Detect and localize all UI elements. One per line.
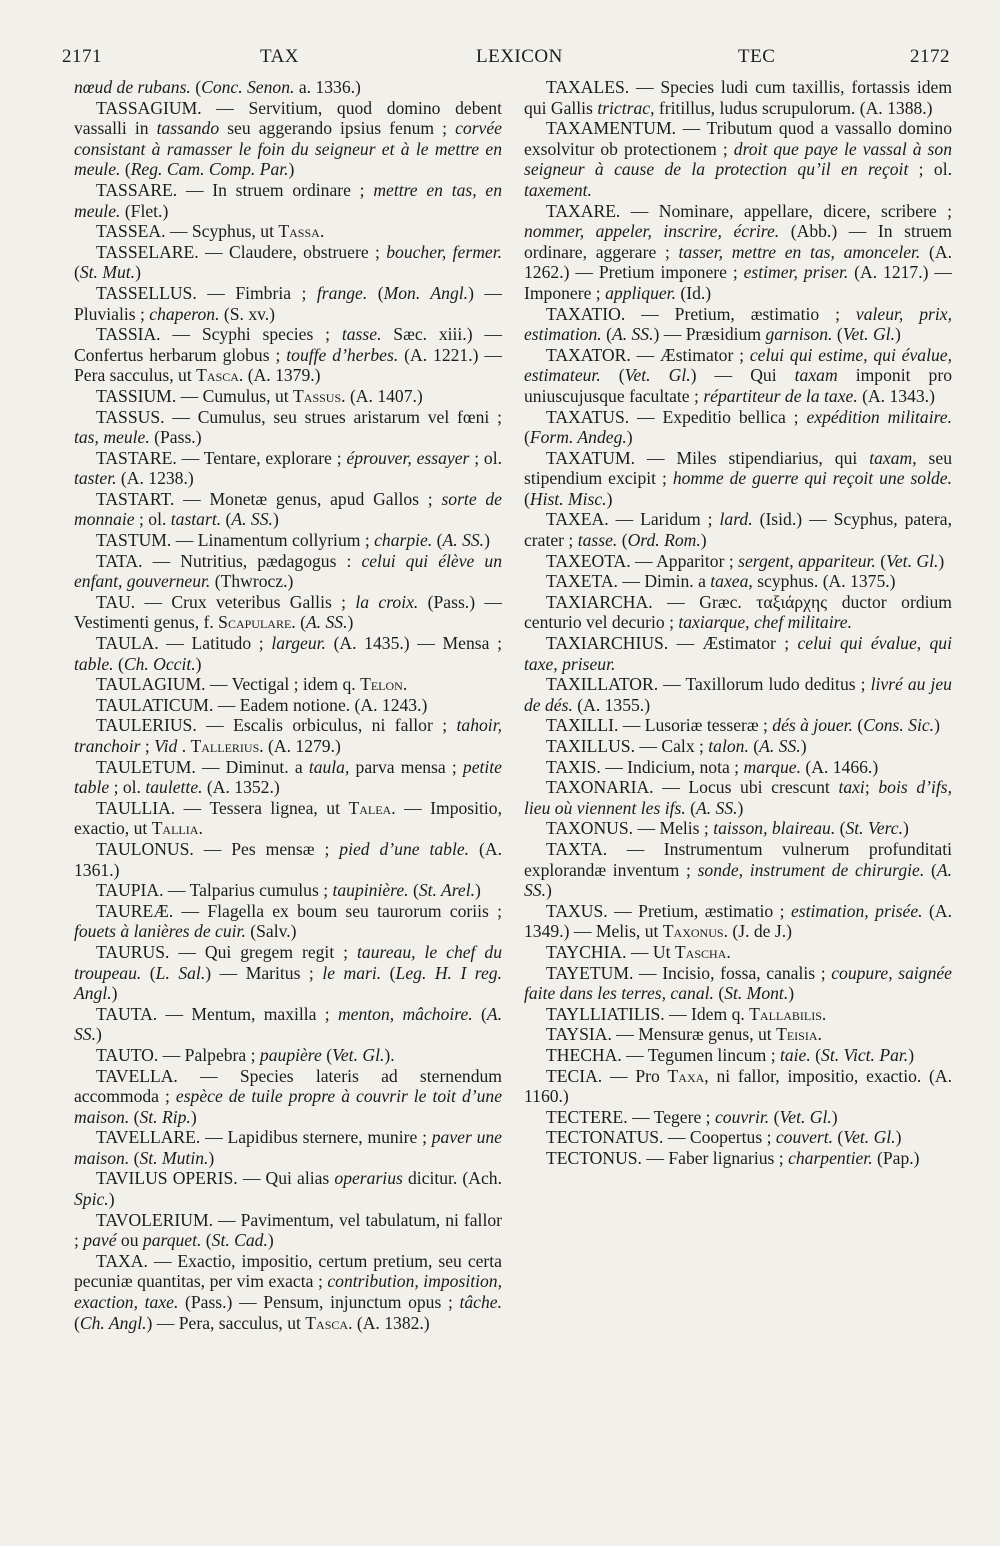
dictionary-entry: TAXIARCHA. — Græc. ταξιάρχης ductor ordium centurio vel decurio ; taxiarque, chef militaire. bbox=[524, 591, 952, 633]
dictionary-entry: TAULONUS. — Pes mensæ ; pied d’une table. (A. 1361.) bbox=[74, 838, 502, 880]
dictionary-entry: TAULAGIUM. — Vectigal ; idem q. Telon. bbox=[96, 674, 408, 695]
dictionary-entry: TAVELLA. — Species lateris ad sternendum accommoda ; espèce de tuile propre à couvrir le toit d’une maison. (St. Rip.) bbox=[74, 1065, 503, 1127]
dictionary-entry: TAYETUM. — Incisio, fossa, canalis ; coupure, saignée faite dans les terres, canal. (St. Mont.) bbox=[524, 962, 952, 1004]
dictionary-entry: TASSELLUS. — Fimbria ; frange. (Mon. Angl.) — Pluvialis ; chaperon. (S. xv.) bbox=[74, 282, 503, 324]
entry-continuation: nœud de rubans. (Conc. Senon. a. 1336.) bbox=[74, 77, 361, 97]
dictionary-entry: TAXTA. — Instrumentum vulnerum profunditati explorandæ inventum ; sonde, instrument de chirurgie. (A. SS.) bbox=[524, 838, 952, 901]
dictionary-entry: TATA. — Nutritius, pædagogus : celui qui élève un enfant, gouverneur. (Thwrocz.) bbox=[74, 550, 502, 592]
running-header bbox=[62, 40, 950, 70]
dictionary-entry: TASSAGIUM. — Servitium, quod domino debent vassalli in tassando seu aggerando ipsius fenum ; corvée consistant à ramasser le foin du seigneur et à le mettre en meule. (Reg. Cam. Comp. Par.) bbox=[74, 97, 502, 180]
dictionary-entry: TAXONUS. — Melis ; taisson, blaireau. (St. Verc.) bbox=[546, 818, 909, 839]
right-column bbox=[524, 77, 952, 1168]
dictionary-entry: TASTUM. — Linamentum collyrium ; charpie. (A. SS.) bbox=[96, 530, 490, 551]
dictionary-entry: TAVELLARE. — Lapidibus sternere, munire ; paver une maison. (St. Mutin.) bbox=[74, 1127, 502, 1168]
dictionary-entry: TECTONATUS. — Coopertus ; couvert. (Vet. Gl.) bbox=[546, 1127, 902, 1148]
dictionary-entry: TAUTO. — Palpebra ; paupière (Vet. Gl.). bbox=[96, 1044, 395, 1065]
running-head-title: LEXICON bbox=[476, 46, 563, 67]
dictionary-entry: TAXILLUS. — Calx ; talon. (A. SS.) bbox=[546, 736, 807, 756]
dictionary-entry: TECTERE. — Tegere ; couvrir. (Vet. Gl.) bbox=[546, 1106, 838, 1127]
dictionary-entry: TAUREÆ. — Flagella ex boum seu taurorum coriis ; fouets à lanières de cuir. (Salv.) bbox=[74, 900, 502, 942]
dictionary-entry: TAYSIA. — Mensuræ genus, ut Teisia. bbox=[546, 1024, 822, 1045]
dictionary-entry: TAU. — Crux veteribus Gallis ; la croix. (Pass.) — Vestimenti genus, f. Scapulare. (A. SS.) bbox=[74, 591, 502, 633]
dictionary-entry: TASSARE. — In struem ordinare ; mettre en tas, en meule. (Flet.) bbox=[74, 179, 502, 221]
dictionary-entry: TASTART. — Monetæ genus, apud Gallos ; sorte de monnaie ; ol. tastart. (A. SS.) bbox=[74, 488, 502, 530]
dictionary-entry: TAULERIUS. — Escalis orbiculus, ni fallor ; tahoir, tranchoir ; Vid . Tallerius. (A. 1279.) bbox=[74, 715, 502, 756]
dictionary-entry: TAXONARIA. — Locus ubi crescunt taxi; bois d’ifs, lieu où viennent les ifs. (A. SS.) bbox=[524, 777, 953, 818]
dictionary-entry: TECIA. — Pro Taxa, ni fallor, impositio, exactio. (A. 1160.) bbox=[524, 1065, 953, 1107]
left-column bbox=[74, 77, 502, 1333]
dictionary-entry: TAXARE. — Nominare, appellare, dicere, scribere ; nommer, appeler, inscrire, écrire. (Abb.) — In struem ordinare, aggerare ; tasser, mettre en tas, amonceler. (A. 1262.) — Pretium imponere ; estimer, priser. (A. 1217.) — Imponere ; appliquer. (Id.) bbox=[524, 200, 952, 303]
dictionary-entry: TAXATUM. — Miles stipendiarius, qui taxam, seu stipendium excipit ; homme de guerre qui reçoit une solde. (Hist. Misc.) bbox=[524, 447, 953, 509]
running-head-first-word: TAX bbox=[260, 46, 300, 67]
dictionary-entry: TAXILLI. — Lusoriæ tesseræ ; dés à jouer. (Cons. Sic.) bbox=[546, 715, 940, 736]
page-number-right: 2172 bbox=[910, 46, 950, 67]
dictionary-entry: TAULA. — Latitudo ; largeur. (A. 1435.) — Mensa ; table. (Ch. Occit.) bbox=[74, 633, 502, 674]
dictionary-entry: TAXATIO. — Pretium, æstimatio ; valeur, prix, estimation. (A. SS.) — Præsidium garnison. (Vet. Gl.) bbox=[524, 303, 952, 345]
dictionary-entry: TASSUS. — Cumulus, seu strues aristarum vel fœni ; tas, meule. (Pass.) bbox=[74, 406, 502, 448]
dictionary-entry: TAYCHIA. — Ut Tascha. bbox=[546, 941, 731, 962]
dictionary-entry: TAXALES. — Species ludi cum taxillis, fortassis idem qui Gallis trictrac, fritillus, ludus scrupulorum. (A. 1388.) bbox=[524, 77, 952, 118]
dictionary-entry: TAXUS. — Pretium, æstimatio ; estimation, prisée. (A. 1349.) — Melis, ut Taxonus. (J. de J.) bbox=[524, 900, 952, 942]
dictionary-entry: TAXATUS. — Expeditio bellica ; expédition militaire. (Form. Andeg.) bbox=[524, 406, 952, 448]
dictionary-entry: TASSIA. — Scyphi species ; tasse. Sæc. xiii.) — Confertus herbarum globus ; touffe d’herbes. (A. 1221.) — Pera sacculus, ut Tasca. (A. 1379.) bbox=[74, 324, 502, 386]
dictionary-entry: TAXAMENTUM. — Tributum quod a vassallo domino exsolvitur ob protectionem ; droit que paye le vassal à son seigneur à cause de la protection qu’il en reçoit ; ol. taxement. bbox=[524, 118, 952, 200]
dictionary-entry: TECTONUS. — Faber lignarius ; charpentier. (Pap.) bbox=[546, 1147, 920, 1168]
dictionary-entry: TAXEOTA. — Apparitor ; sergent, appariteur. (Vet. Gl.) bbox=[546, 550, 945, 571]
dictionary-entry: TAULLIA. — Tessera lignea, ut Talea. — Impositio, exactio, ut Tallia. bbox=[74, 797, 502, 839]
dictionary-entry: TAXILLATOR. — Taxillorum ludo deditus ; livré au jeu de dés. (A. 1355.) bbox=[524, 674, 952, 715]
dictionary-entry: TAXIS. — Indicium, nota ; marque. (A. 1466.) bbox=[546, 756, 879, 777]
dictionary-entry: TAXIARCHIUS. — Æstimator ; celui qui évalue, qui taxe, priseur. bbox=[524, 633, 952, 674]
dictionary-entry: TAXEA. — Laridum ; lard. (Isid.) — Scyphus, patera, crater ; tasse. (Ord. Rom.) bbox=[524, 509, 952, 551]
dictionary-entry: TAVILUS OPERIS. — Qui alias operarius dicitur. (Ach. Spic.) bbox=[74, 1168, 502, 1210]
dictionary-entry: TAXETA. — Dimin. a taxea, scyphus. (A. 1375.) bbox=[546, 571, 896, 592]
dictionary-entry: TAXA. — Exactio, impositio, certum pretium, seu certa pecuniæ quantitas, per vim exacta ; contribution, imposition, exaction, taxe. (Pass.) — Pensum, injunctum opus ; tâche. (Ch. Angl.) — Pera, sacculus, ut Tasca. (A. 1382.) bbox=[74, 1250, 502, 1333]
dictionary-entry: TAVOLERIUM. — Pavimentum, vel tabulatum, ni fallor ; pavé ou parquet. (St. Cad.) bbox=[74, 1209, 502, 1251]
dictionary-entry: TAUPIA. — Talparius cumulus ; taupinière. (St. Arel.) bbox=[96, 880, 481, 901]
dictionary-entry: THECHA. — Tegumen lincum ; taie. (St. Vict. Par.) bbox=[546, 1044, 915, 1065]
dictionary-entry: TAULATICUM. — Eadem notione. (A. 1243.) bbox=[96, 694, 428, 715]
dictionary-entry: TASSEA. — Scyphus, ut Tassa. bbox=[96, 221, 325, 242]
page-number-left: 2171 bbox=[62, 46, 102, 67]
running-head-last-word: TEC bbox=[738, 46, 776, 67]
dictionary-entry: TAXATOR. — Æstimator ; celui qui estime, qui évalue, estimateur. (Vet. Gl.) — Qui taxam imponit pro uniuscujusque facultate ; répartiteur de la taxe. (A. 1343.) bbox=[524, 344, 952, 406]
dictionary-entry: TAULETUM. — Diminut. a taula, parva mensa ; petite table ; ol. taulette. (A. 1352.) bbox=[74, 756, 502, 798]
dictionary-entry: TAURUS. — Qui gregem regit ; taureau, le chef du troupeau. (L. Sal.) — Maritus ; le mari. (Leg. H. I reg. Angl.) bbox=[74, 941, 503, 1004]
dictionary-entry: TASSIUM. — Cumulus, ut Tassus. (A. 1407.) bbox=[96, 385, 423, 406]
dictionary-entry: TAUTA. — Mentum, maxilla ; menton, mâchoire. (A. SS.) bbox=[74, 1003, 502, 1045]
dictionary-entry: TAYLLIATILIS. — Idem q. Tallabilis. bbox=[546, 1003, 827, 1024]
dictionary-entry: TASTARE. — Tentare, explorare ; éprouver, essayer ; ol. taster. (A. 1238.) bbox=[74, 447, 503, 489]
dictionary-entry: TASSELARE. — Claudere, obstruere ; boucher, fermer. (St. Mut.) bbox=[74, 241, 503, 283]
